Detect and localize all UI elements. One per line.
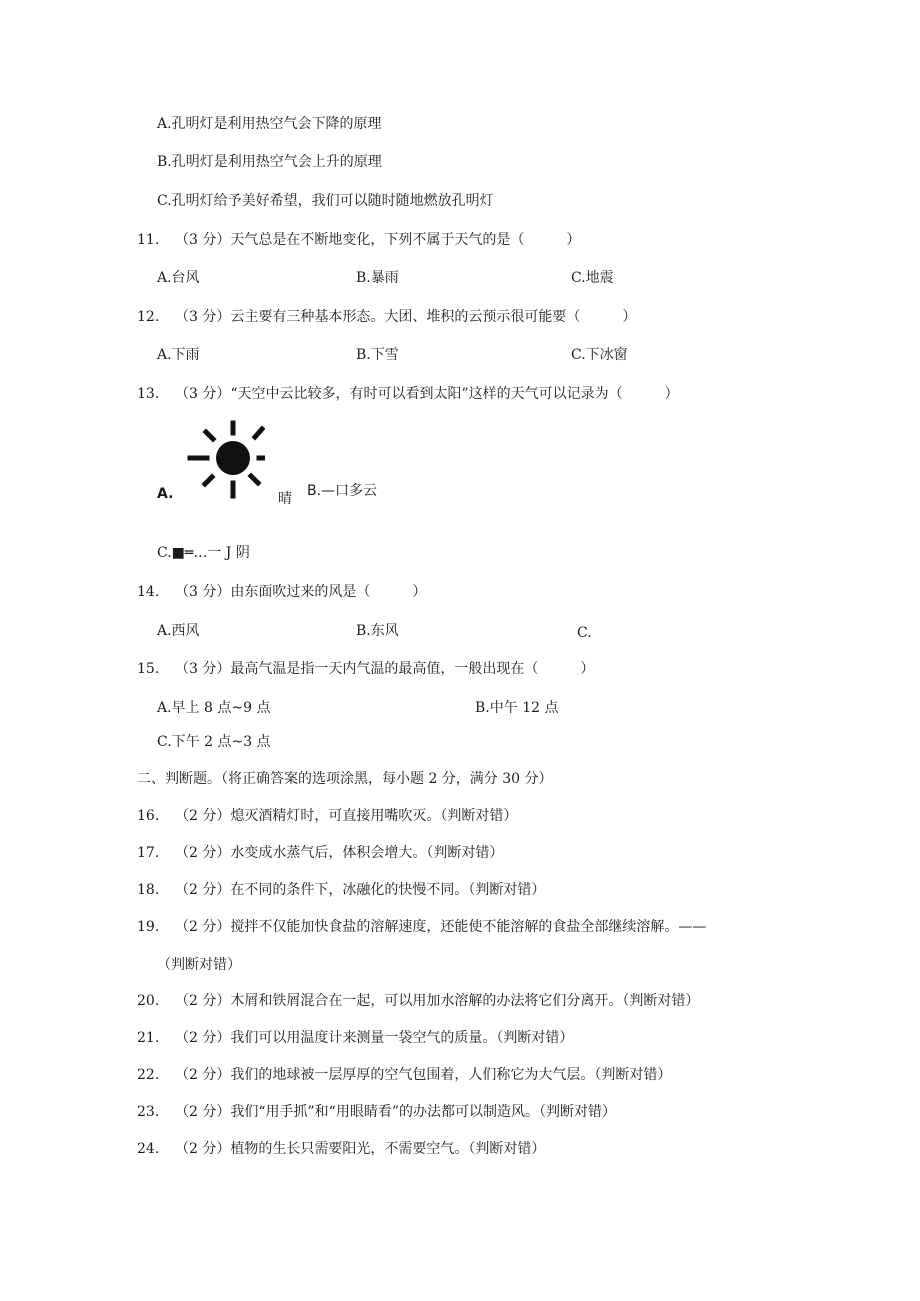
q16-text: （2 分）熄灭酒精灯时，可直接用嘴吹灭。（判断对错）	[175, 808, 518, 824]
q15-option-c: C.下午 2 点~3 点	[157, 734, 271, 750]
section-2-title: 二、判断题。（将正确答案的选项涂黑，每小题 2 分，满分 30 分）	[137, 771, 553, 787]
q17-number: 17.	[137, 845, 160, 861]
q10-option-c: C.孔明灯给予美好希望，我们可以随时随地燃放孔明灯	[157, 193, 494, 209]
q13-option-a-figure	[157, 420, 302, 510]
q23-text: （2 分）我们“用手抓”和“用眼睛看”的办法都可以制造风。（判断对错）	[175, 1104, 616, 1120]
q23-number: 23.	[137, 1104, 160, 1120]
q12-option-c: C.下冰窗	[571, 347, 628, 363]
q14-number: 14.	[137, 584, 160, 600]
q19-text: （2 分）搅拌不仅能加快食盐的溶解速度，还能使不能溶解的食盐全部继续溶解。——	[175, 919, 707, 935]
q22-text: （2 分）我们的地球被一层厚厚的空气包围着，人们称它为大气层。（判断对错）	[175, 1067, 672, 1083]
q16-number: 16.	[137, 808, 160, 824]
q13-number: 13.	[137, 386, 160, 402]
q14-option-a: A.西风	[157, 623, 200, 639]
q10-option-b: B.孔明灯是利用热空气会上升的原理	[157, 154, 382, 170]
q13-option-c: C.■═…一 J 阴	[157, 545, 250, 561]
sun-icon	[185, 420, 265, 502]
q11-option-a: A.台风	[157, 270, 200, 286]
q21-text: （2 分）我们可以用温度计来测量一袋空气的质量。（判断对错）	[175, 1030, 574, 1046]
q20-number: 20.	[137, 993, 160, 1009]
q18-number: 18.	[137, 882, 160, 898]
q12-option-b: B.下雪	[356, 347, 399, 363]
q15-text: （3 分）最高气温是指一天内气温的最高值，一般出现在（ ）	[175, 661, 595, 677]
q10-option-a: A.孔明灯是利用热空气会下降的原理	[157, 116, 382, 132]
q21-number: 21.	[137, 1030, 160, 1046]
q11-option-b: B.暴雨	[356, 270, 399, 286]
q13-option-a-label: A.	[157, 486, 174, 502]
q13-option-b: B.—口多云	[307, 483, 378, 499]
q11-number: 11.	[137, 232, 160, 248]
q17-text: （2 分）水变成水蒸气后，体积会增大。（判断对错）	[175, 845, 504, 861]
q12-option-a: A.下雨	[157, 347, 200, 363]
q20-text: （2 分）木屑和铁屑混合在一起，可以用加水溶解的办法将它们分离开。（判断对错）	[175, 993, 700, 1009]
q12-text: （3 分）云主要有三种基本形态。大团、堆积的云预示很可能要（ ）	[175, 309, 637, 325]
q15-option-b: B.中午 12 点	[475, 700, 559, 716]
q15-number: 15.	[137, 661, 160, 677]
q13-option-a-caption: 晴	[278, 491, 292, 507]
q14-option-c: C.	[577, 625, 592, 641]
q12-number: 12.	[137, 309, 160, 325]
q15-option-a: A.早上 8 点~9 点	[157, 700, 271, 716]
q19-number: 19.	[137, 919, 160, 935]
q24-number: 24.	[137, 1141, 160, 1157]
q13-text: （3 分）“天空中云比较多，有时可以看到太阳”这样的天气可以记录为（ ）	[175, 386, 679, 402]
q14-text: （3 分）由东面吹过来的风是（ ）	[175, 584, 427, 600]
q11-text: （3 分）天气总是在不断地变化，下列不属于天气的是（ ）	[175, 232, 581, 248]
q11-option-c: C.地震	[571, 270, 614, 286]
q24-text: （2 分）植物的生长只需要阳光，不需要空气。（判断对错）	[175, 1141, 546, 1157]
q18-text: （2 分）在不同的条件下，冰融化的快慢不同。（判断对错）	[175, 882, 546, 898]
q19-continuation: （判断对错）	[157, 957, 241, 973]
q14-option-b: B.东风	[356, 623, 399, 639]
q22-number: 22.	[137, 1067, 160, 1083]
